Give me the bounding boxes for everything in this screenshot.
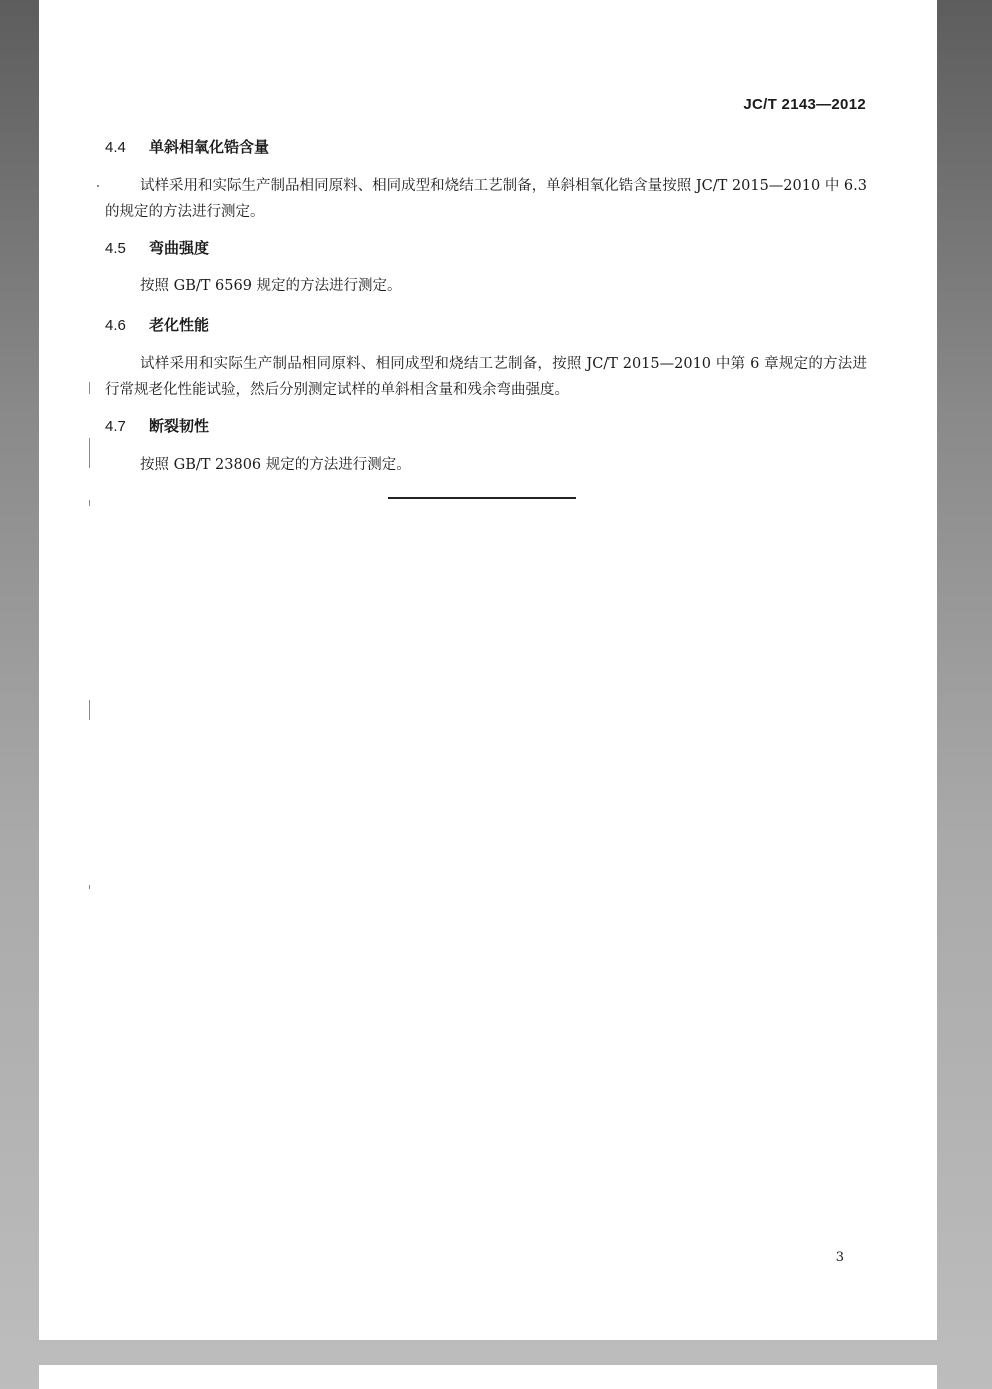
section-paragraph-4-5: 按照 GB/T 6569 规定的方法进行测定。 <box>140 278 402 294</box>
section-number: 4.6 <box>105 317 126 334</box>
scan-speck <box>89 382 90 394</box>
document-page <box>39 0 937 1340</box>
scan-speck <box>89 500 90 506</box>
section-title: 老化性能 <box>149 316 210 334</box>
section-paragraph-4-7: 按照 GB/T 23806 规定的方法进行测定。 <box>140 457 411 473</box>
page-number: 3 <box>835 1250 844 1265</box>
scan-speck <box>89 700 90 720</box>
section-number: 4.4 <box>105 139 126 156</box>
section-heading-4-7 <box>105 415 209 436</box>
section-number: 4.7 <box>105 418 126 435</box>
section-title: 单斜相氧化锆含量 <box>149 138 270 156</box>
section-paragraph-4-4: 试样采用和实际生产制品相同原料、相同成型和烧结工艺制备，单斜相氧化锆含量按照 JC/T 2015—2010 中 6.3 的规定的方法进行测定。 <box>105 178 867 220</box>
scan-speck <box>89 885 90 889</box>
end-of-text-rule <box>388 497 576 499</box>
section-title: 断裂韧性 <box>149 417 210 435</box>
section-heading-4-4 <box>105 136 269 157</box>
section-heading-4-5 <box>105 237 209 258</box>
section-paragraph-4-6: 试样采用和实际生产制品相同原料、相同成型和烧结工艺制备，按照 JC/T 2015—2010 中第 6 章规定的方法进行常规老化性能试验，然后分别测定试样的单斜相含量和残余弯曲强度。 <box>105 356 867 398</box>
section-number: 4.5 <box>105 240 126 257</box>
document-code: JC/T 2143—2012 <box>743 96 866 113</box>
section-title: 弯曲强度 <box>149 239 210 257</box>
section-heading-4-6 <box>105 314 209 335</box>
scan-speck <box>89 438 90 468</box>
scan-speck <box>97 185 99 187</box>
next-page-edge <box>39 1365 937 1389</box>
